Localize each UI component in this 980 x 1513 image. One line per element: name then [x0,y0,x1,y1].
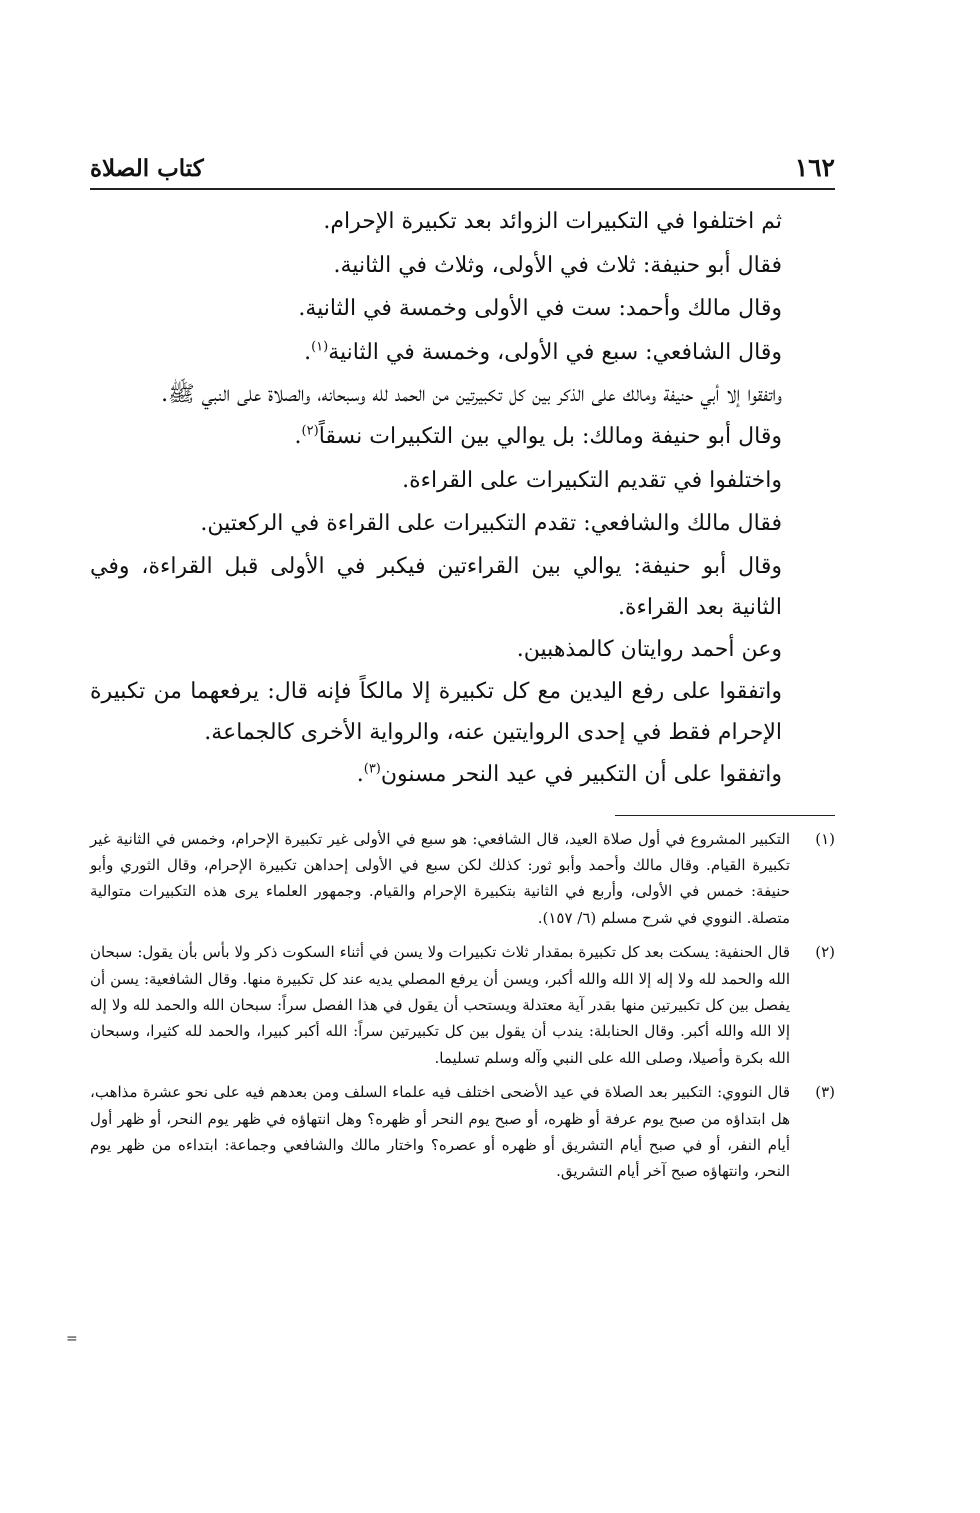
book-title: كتاب الصلاة [90,155,204,182]
footnote [90,939,835,1071]
footnote [90,1079,835,1185]
paragraph: وقال الشافعي: سبع في الأولى، وخمسة في الثانية$^{(١)}$. [304,339,782,365]
footnote-ref[interactable]: (١) [311,339,329,355]
footnote-number: (١) [815,829,835,848]
paragraph: وقال أبو حنيفة ومالك: بل يوالي بين التكبيرات نسقاً$^{(٢)}$. [294,423,782,449]
paragraph: وقال مالك وأحمد: ست في الأولى وخمسة في الثانية. [298,296,782,321]
footnotes [90,826,835,1185]
footnote-number: (٣) [815,1083,835,1102]
footnote-ref[interactable]: (٢) [301,423,319,439]
paragraph: ثم اختلفوا في التكبيرات الزوائد بعد تكبيرة الإحرام. [323,209,782,234]
footnote-number: (٢) [815,943,835,962]
footnote-separator [615,815,835,816]
margin-mark: = [66,1331,78,1347]
footnote [90,826,835,932]
paragraph: وقال أبو حنيفة: يوالي بين القراءتين فيكبر في الأولى قبل القراءة، وفي الثانية بعد القراءة. [90,553,782,620]
footnote-ref[interactable]: (٣) [363,761,381,777]
page [90,150,835,1193]
footnote-text: قال الحنفية: يسكت بعد كل تكبيرة بمقدار ثلاث تكبيرات ولا يسن في أثناء السكوت ذكر ولا بأس بأن يقول: سبحان الله والحمد لله ولا إله إلا الله والله أكبر، ويسن أن يرفع المصلي يديه عند كل تكبيرة منها. وقال الشافعية: يسن أن يفصل بين كل تكبيرتين منها بقدر آية معتدلة ويستحب أن يقول في هذا الفصل سراً: سبحان الله والحمد لله ولا إله إلا الله والله أكبر. وقال الحنابلة: يندب أن يقول بين كل تكبيرتين سراً: الله أكبر كبيرا، والحمد لله كثيرا، وسبحان الله بكرة وأصيلا، وصلى الله على النبي وآله وسلم تسليما. [90,943,790,1067]
paragraph: فقال مالك والشافعي: تقدم التكبيرات على القراءة في الركعتين. [200,511,782,536]
main-text [90,200,835,797]
page-number: ١٦٢ [794,153,835,182]
paragraph: واختلفوا في تقديم التكبيرات على القراءة. [402,467,782,493]
footnote-text: التكبير المشروع في أول صلاة العيد، قال الشافعي: هو سبع في الأولى غير تكبيرة الإحرام، وخمس في الثانية غير تكبيرة القيام. وقال مالك وأحمد وأبو ثور: كذلك لكن سبع في الأولى إحداهن تكبيرة الإحرام، وقال الثوري وأبو حنيفة: خمس في الأولى، وأربع في الثانية بتكبيرة الإحرام والقيام. وجمهور العلماء يرى هذه التكبيرات متوالية متصلة. النووي في شرح مسلم (٦/ ١٥٧). [90,829,790,927]
paragraph: واتفقوا على رفع اليدين مع كل تكبيرة إلا مالكاً فإنه قال: يرفعهما من تكبيرة الإحرام فقط في إحدى الروايتين عنه، والرواية الأخرى كالجماعة. [90,679,782,745]
paragraph: واتفقوا على أن التكبير في عيد النحر مسنون$^{(٣)}$. [356,761,782,787]
paragraph: فقال أبو حنيفة: ثلاث في الأولى، وثلاث في الثانية. [333,252,782,278]
page-header [90,150,835,190]
paragraph: وعن أحمد روايتان كالمذهبين. [516,636,782,662]
paragraph: واتفقوا إلا أبي حنيفة ومالك على الذكر بين كل تكبيرتين من الحمد لله وسبحانه، والصلاة على النبي ﷺ. [161,382,782,407]
footnote-text: قال النووي: التكبير بعد الصلاة في عيد الأضحى اختلف فيه علماء السلف ومن بعدهم فيه على نحو عشرة مذاهب، هل ابتداؤه من صبح يوم عرفة أو ظهره، أو صبح يوم النحر أو ظهره؟ وهل انتهاؤه في ظهر يوم النحر، أو ظهر أول أيام النفر، أو في صبح أيام التشريق أو ظهره أو عصره؟ واختار مالك والشافعي وجماعة: ابتداءه من ظهر يوم النحر، وانتهاؤه صبح آخر أيام التشريق. [90,1083,790,1181]
